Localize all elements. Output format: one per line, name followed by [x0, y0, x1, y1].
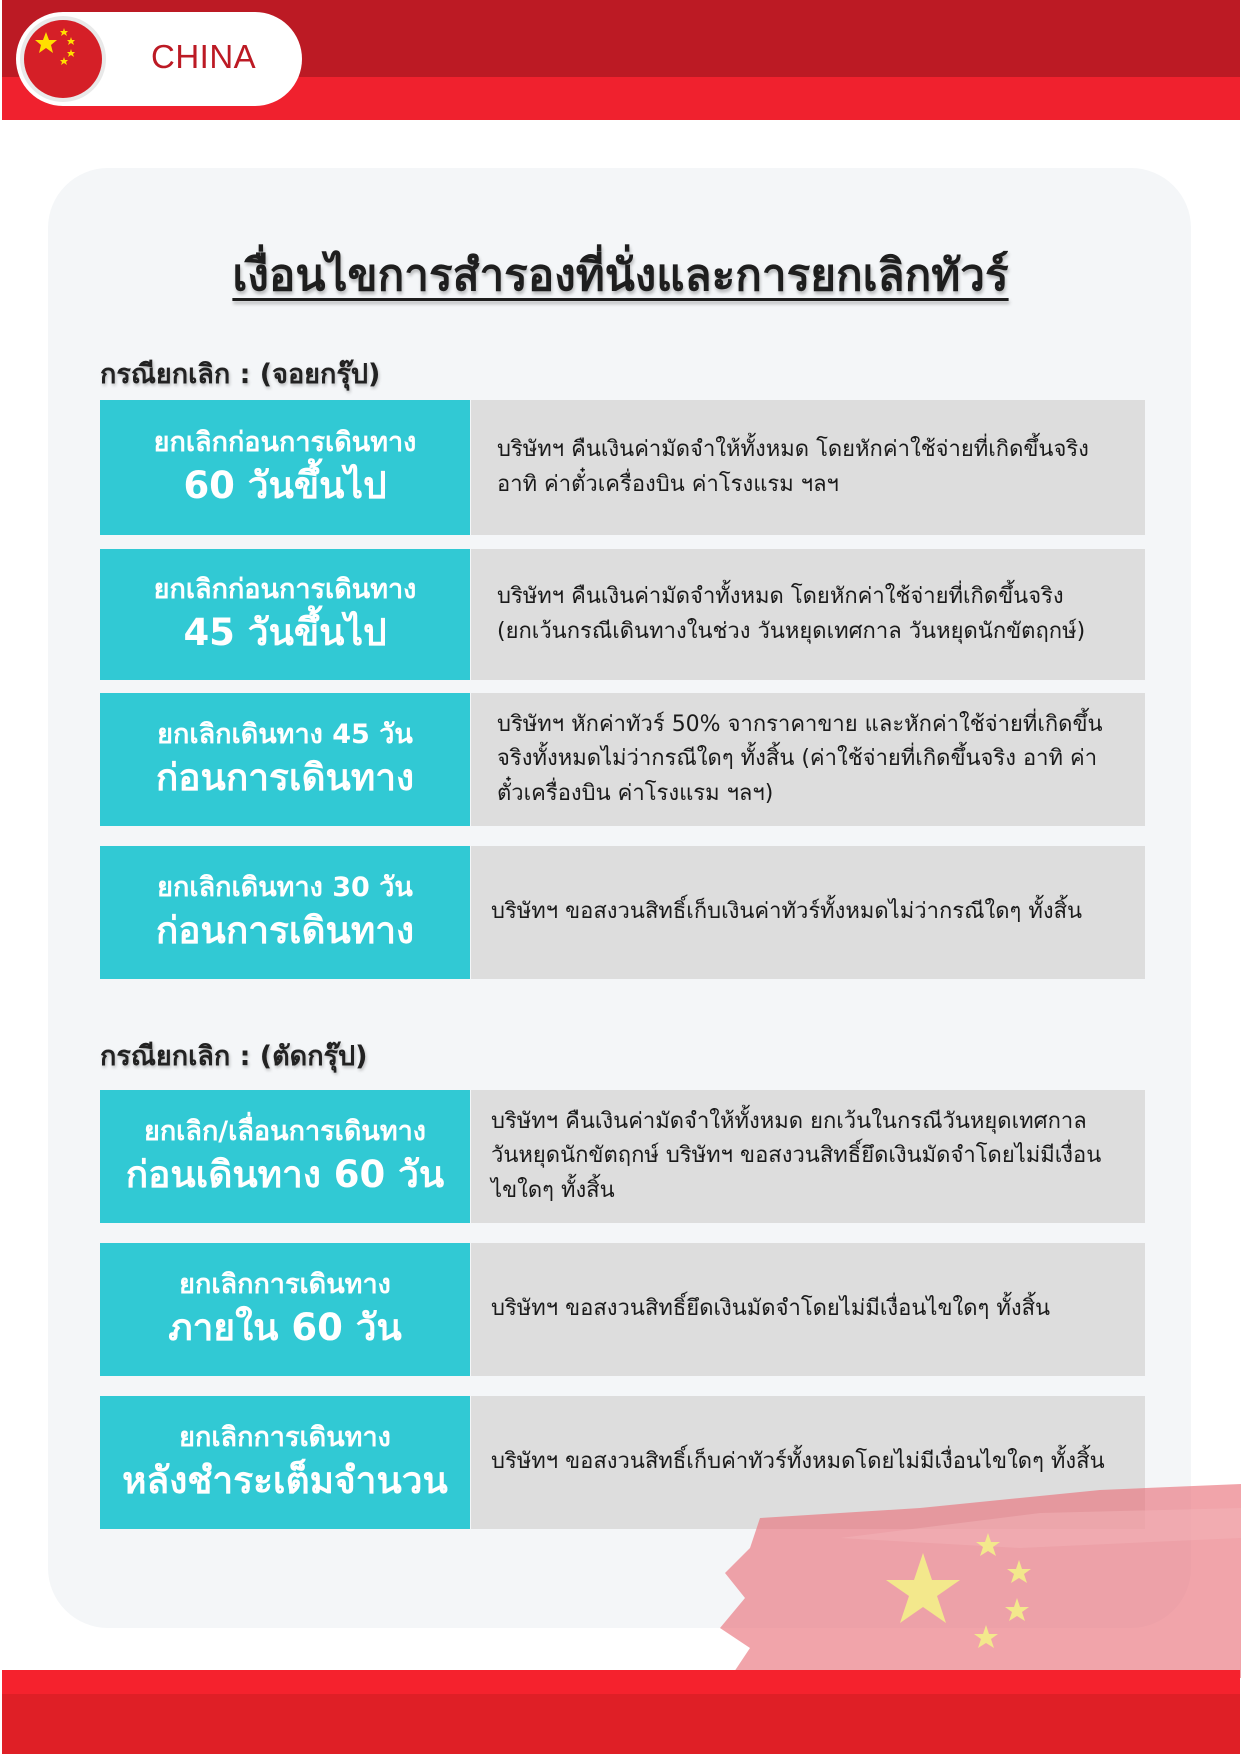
condition-label-big: 60 วันขึ้นไป	[183, 463, 387, 507]
condition-label-big: 45 วันขึ้นไป	[183, 610, 387, 654]
condition-text	[471, 1243, 1145, 1376]
condition-label	[100, 1396, 470, 1529]
table-row	[100, 549, 1145, 680]
condition-label-small: ยกเลิก/เลื่อนการเดินทาง	[144, 1116, 426, 1148]
condition-label-big: ก่อนเดินทาง 60 วัน	[125, 1152, 445, 1196]
condition-text	[471, 549, 1145, 680]
condition-label	[100, 693, 470, 826]
condition-label-small: ยกเลิกเดินทาง 45 วัน	[157, 719, 413, 751]
condition-label-big: หลังชำระเต็มจำนวน	[122, 1458, 448, 1502]
condition-text-content: บริษัทฯ คืนเงินค่ามัดจำให้ทั้งหมด ยกเว้นในกรณีวันหยุดเทศกาล วันหยุดนักขัตฤกษ์ บริษัทฯ ขอสงวนสิทธิ์ยึดเงินมัดจำโดยไม่มีเงื่อนไขใดๆ ทั้งสิ้น	[491, 1109, 1102, 1203]
condition-text-content: บริษัทฯ หักค่าทัวร์ 50% จากราคาขาย และหักค่าใช้จ่ายที่เกิดขึ้นจริงทั้งหมดไม่ว่ากรณีใดๆ ทั้งสิ้น (ค่าใช้จ่ายที่เกิดขึ้นจริง อาทิ ค่าตั๋วเครื่องบิน ค่าโรงแรม ฯลฯ)	[497, 712, 1103, 806]
condition-text-content: บริษัทฯ ขอสงวนสิทธิ์เก็บค่าทัวร์ทั้งหมดโดยไม่มีเงื่อนไขใดๆ ทั้งสิ้น	[491, 1449, 1105, 1475]
condition-text-content: บริษัทฯ คืนเงินค่ามัดจำให้ทั้งหมด โดยหักค่าใช้จ่ายที่เกิดขึ้นจริง อาทิ ค่าตั๋วเครื่องบิน ค่าโรงแรม ฯลฯ	[497, 437, 1089, 497]
table-row	[100, 400, 1145, 535]
page-title: เงื่อนไขการสำรองที่นั่งและการยกเลิกทัวร์	[232, 250, 1009, 301]
condition-text	[471, 693, 1145, 826]
condition-label	[100, 1090, 470, 1223]
condition-text	[471, 846, 1145, 979]
condition-label	[100, 549, 470, 680]
footer-bar-light	[2, 1670, 1240, 1694]
condition-text-content: บริษัทฯ คืนเงินค่ามัดจำทั้งหมด โดยหักค่าใช้จ่ายที่เกิดขึ้นจริง (ยกเว้นกรณีเดินทางในช่วง วันหยุดเทศกาล วันหยุดนักขัตฤกษ์)	[497, 584, 1086, 644]
condition-label-small: ยกเลิกเดินทาง 30 วัน	[157, 872, 413, 904]
table-row	[100, 1243, 1145, 1376]
condition-label	[100, 846, 470, 979]
table-row	[100, 693, 1145, 826]
china-flag-brush-icon	[720, 1478, 1241, 1678]
country-badge	[16, 12, 302, 106]
section-heading-join-group: กรณียกเลิก : (จอยกรุ๊ป)	[100, 359, 381, 390]
condition-label	[100, 400, 470, 535]
condition-label-big: ก่อนการเดินทาง	[155, 908, 415, 952]
condition-text-content: บริษัทฯ ขอสงวนสิทธิ์เก็บเงินค่าทัวร์ทั้งหมดไม่ว่ากรณีใดๆ ทั้งสิ้น	[491, 899, 1083, 925]
condition-text	[471, 400, 1145, 535]
condition-label-small: ยกเลิกการเดินทาง	[179, 1269, 391, 1301]
condition-label-small: ยกเลิกก่อนการเดินทาง	[153, 574, 417, 606]
condition-label-big: ภายใน 60 วัน	[168, 1305, 402, 1349]
condition-text-content: บริษัทฯ ขอสงวนสิทธิ์ยึดเงินมัดจำโดยไม่มีเงื่อนไขใดๆ ทั้งสิ้น	[491, 1296, 1051, 1322]
table-row	[100, 846, 1145, 979]
condition-text	[471, 1090, 1145, 1223]
section-heading-private-group: กรณียกเลิก : (ตัดกรุ๊ป)	[100, 1041, 368, 1072]
condition-label-small: ยกเลิกการเดินทาง	[179, 1422, 391, 1454]
table-row	[100, 1090, 1145, 1223]
china-flag-icon	[24, 20, 102, 98]
condition-label	[100, 1243, 470, 1376]
footer-bar	[2, 1670, 1240, 1754]
country-name: CHINA	[151, 38, 257, 75]
condition-label-small: ยกเลิกก่อนการเดินทาง	[153, 427, 417, 459]
condition-label-big: ก่อนการเดินทาง	[155, 755, 415, 799]
